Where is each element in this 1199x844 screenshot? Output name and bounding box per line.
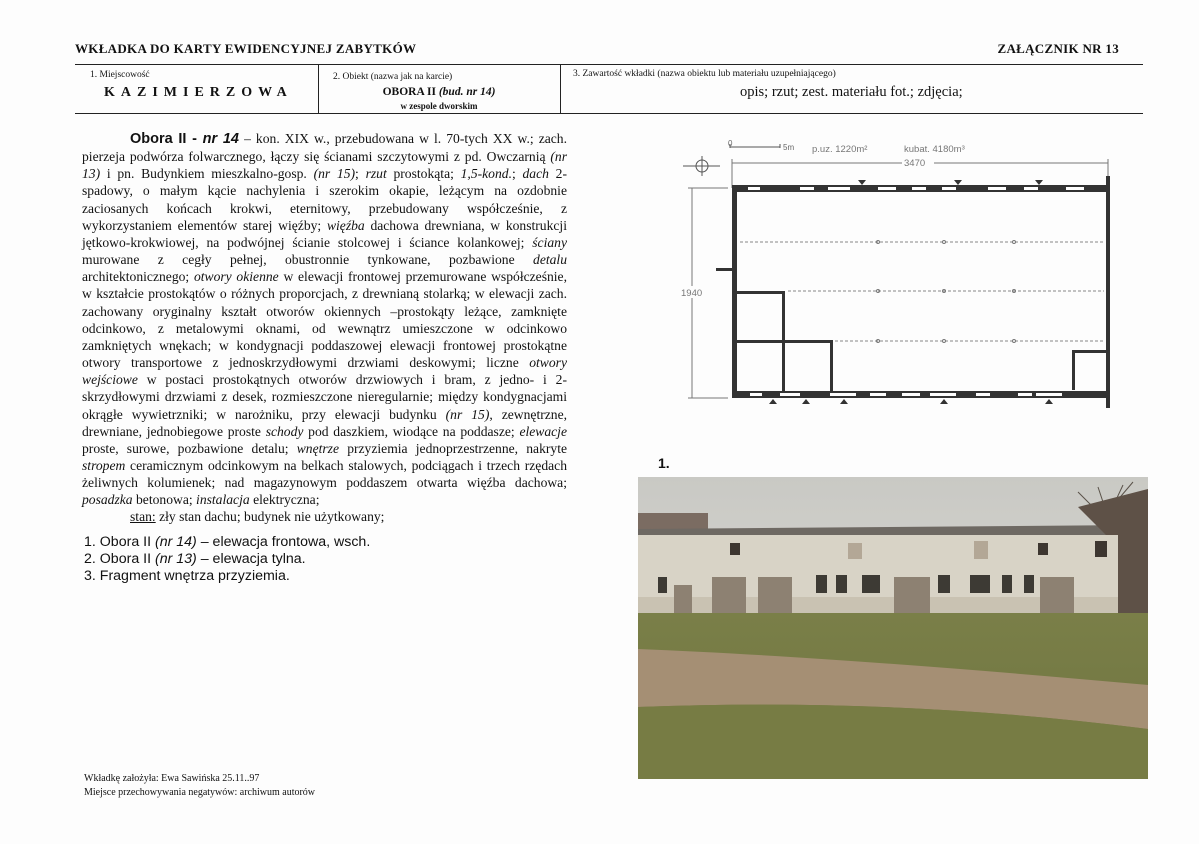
table-bottom-rule bbox=[75, 113, 1143, 114]
contents-label: 3. Zawartość wkładki (nazwa obiektu lub materiału uzupełniającego) bbox=[573, 69, 836, 79]
description-segment: w postaci prostokątnych otworów drzwiowych i bram, z jedno- i 2-skrzydłowymi drzwiami z desek, rozmieszczone nieregularnie; między kondygnacjami okrągłe wywietrzniki; w narożniku, przy elewacji budynku bbox=[82, 372, 567, 422]
state-line bbox=[82, 508, 567, 525]
annex-number: ZAŁĄCZNIK NR 13 bbox=[997, 41, 1119, 56]
description-segment: elewacje bbox=[519, 423, 567, 439]
description-segment: otwory okienne bbox=[193, 269, 279, 285]
scale-bar bbox=[728, 139, 794, 152]
description-segment: pod daszkiem, wiodące na poddasze; bbox=[303, 423, 520, 439]
description-segment: i pn. Budynkiem mieszkalno-gosp. bbox=[100, 166, 314, 182]
description-segment: więźba bbox=[326, 217, 365, 233]
description-segment: dachowa drewniana, w konstrukcji jętkowo-krokwiowej, na podwójnej ścianie stolcowej i ściance kolankowej; bbox=[82, 217, 567, 250]
description-segment: , zewnętrzne, drewniane, jednobiegowe proste bbox=[82, 406, 568, 439]
card-title: WKŁADKA DO KARTY EWIDENCYJNEJ ZABYTKÓW bbox=[75, 41, 417, 56]
description-segment: w elewacji frontowej przemurowane współcześnie, w kształcie prostokątów o różnych proporcjach, z drewnianą stolarką; w elewacji zach. zachowany oryginalny kształt otworów okiennych –prostokąty leżące, zamknięte odcinkowo, z metalowymi oknami, od wewnątrz umieszczone w odcinkowo zamkniętych wnękach; w kondygnacji poddaszowej elewacji frontowej prostokątne otwory transportowe z jednoskrzydłowymi drzwiami deskowymi; liczne bbox=[82, 269, 567, 371]
table-divider-2 bbox=[560, 64, 561, 114]
description bbox=[82, 130, 567, 526]
caption-1: 1. Obora II (nr 14) – elewacja frontowa, wsch. bbox=[84, 534, 371, 550]
author-line: Wkładkę założyła: Ewa Sawińska 25.11..97 bbox=[84, 773, 260, 784]
floor-plan bbox=[680, 138, 1120, 410]
description-segment: ; bbox=[511, 166, 523, 182]
description-segment: wnętrze bbox=[296, 440, 340, 456]
description-segment: (nr 15) bbox=[313, 166, 356, 182]
photo-caption-list bbox=[84, 534, 370, 585]
description-segment: ; bbox=[355, 166, 366, 182]
description-segment: 2-spadowy, o małym kącie nachylenia i szerokim okapie, leżącym na ozdobnie zaciosanych końcach krokwi, eternitowy, przebudowany współcześnie, z wykorzystaniem elementów starej więźby; bbox=[82, 166, 568, 233]
description-segment: detalu bbox=[533, 252, 567, 268]
scale-zero: 0 bbox=[728, 139, 733, 148]
description-segment: stropem bbox=[82, 457, 126, 473]
opening-markers bbox=[769, 180, 1053, 404]
table-top-rule bbox=[75, 64, 1143, 65]
usable-area: p.uz. 1220m² bbox=[812, 144, 868, 155]
volume: kubat. 4180m³ bbox=[904, 144, 965, 155]
object-label: 2. Obiekt (nazwa jak na karcie) bbox=[333, 72, 453, 82]
column-rows bbox=[740, 242, 1104, 341]
description-lead: Obora II - nr 14 bbox=[130, 131, 239, 147]
photo-number: 1. bbox=[658, 455, 670, 471]
description-segment: dach bbox=[522, 166, 549, 182]
caption-2: 2. Obora II (nr 13) – elewacja tylna. bbox=[84, 551, 306, 567]
description-segment: – kon. XIX w., przebudowana w l. 70-tych XX w.; zach. pierzeja podwórza folwarcznego, łączy się ścianami szczytowymi z pd. Owczarnią bbox=[82, 131, 567, 165]
svg-text:3470: 3470 bbox=[904, 158, 926, 169]
description-segment: proste, surowe, pozbawione detalu; bbox=[82, 440, 297, 456]
description-segment: 1,5-kond. bbox=[460, 166, 512, 182]
interior-walls bbox=[735, 291, 1108, 393]
description-segment: schody bbox=[265, 423, 304, 439]
description-segment: otwory wejściowe bbox=[82, 355, 567, 388]
description-segment: ceramicznym odcinkowym na belkach stalowych, podciągach i trzech rzędach żeliwnych kolumienek; nad magazynowym poddaszem otwarta więźba dachowa; bbox=[82, 457, 567, 491]
caption-3: 3. Fragment wnętrza przyziemia. bbox=[84, 568, 290, 584]
depth-dimension bbox=[680, 188, 728, 398]
north-arrow bbox=[683, 156, 720, 176]
description-segment: prostokąta; bbox=[386, 166, 461, 182]
description-segment: (nr 13) bbox=[82, 149, 567, 182]
svg-text:1940: 1940 bbox=[681, 288, 703, 299]
description-segment: elektryczna; bbox=[249, 492, 320, 508]
table-divider-1 bbox=[318, 64, 319, 114]
width-dimension bbox=[732, 157, 1108, 188]
description-segment: (nr 15) bbox=[445, 406, 490, 422]
barn-photo bbox=[638, 477, 1148, 779]
object-subtitle: w zespole dworskim bbox=[400, 101, 478, 111]
contents-value: opis; rzut; zest. materiału fot.; zdjęcia; bbox=[740, 84, 963, 100]
state-value: zły stan dachu; budynek nie użytkowany; bbox=[155, 509, 385, 525]
description-segment: rzut bbox=[365, 166, 387, 182]
description-segment: ściany bbox=[532, 234, 567, 250]
description-segment: instalacja bbox=[196, 492, 250, 508]
place-value: KAZIMIERZOWA bbox=[104, 85, 293, 100]
object-name: OBORA II (bud. nr 14) bbox=[382, 86, 496, 98]
description-paragraph bbox=[82, 130, 567, 508]
scale-end: 5m bbox=[783, 143, 795, 152]
description-segment: betonowa; bbox=[132, 492, 197, 508]
state-label: stan: bbox=[130, 509, 156, 525]
storage-line: Miejsce przechowywania negatywów: archiwum autorów bbox=[84, 787, 316, 798]
description-segment: posadzka bbox=[82, 492, 133, 508]
description-segment: murowane z cegły pełnej, obustronnie tynkowane, pozbawione bbox=[82, 252, 534, 268]
place-label: 1. Miejscowość bbox=[90, 70, 150, 80]
description-segment: przyziemia jednoprzestrzenne, nakryte bbox=[339, 440, 568, 456]
description-segment: architektonicznego; bbox=[82, 269, 194, 285]
description-body bbox=[82, 131, 567, 507]
